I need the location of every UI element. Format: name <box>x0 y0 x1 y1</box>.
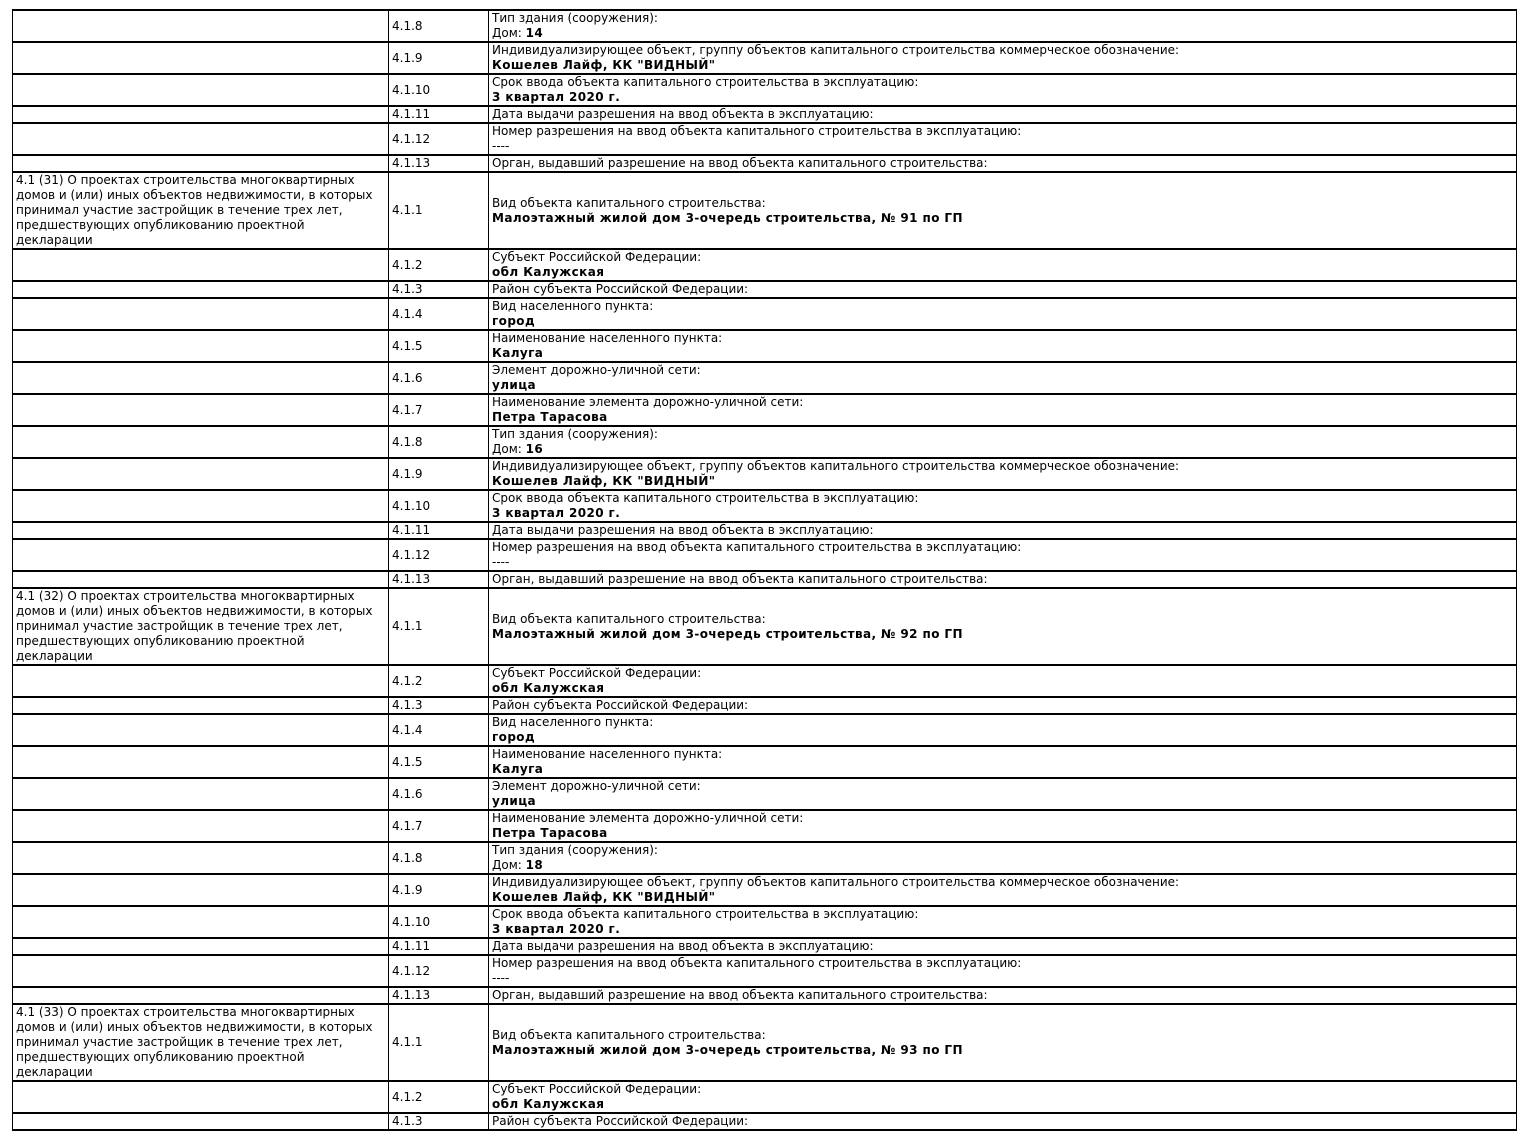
row-number-cell: 4.1.13 <box>389 155 489 172</box>
row-number-cell: 4.1.10 <box>389 490 489 522</box>
table-row <box>13 522 1517 539</box>
section-cell <box>13 842 389 874</box>
table-row <box>13 330 1517 362</box>
field-value-line <box>492 442 1513 457</box>
field-label: Номер разрешения на ввод объекта капитального строительства в эксплуатацию: <box>492 124 1022 138</box>
table-row <box>13 1081 1517 1113</box>
field-label: Субъект Российской Федерации: <box>492 1082 702 1096</box>
row-number-cell: 4.1.13 <box>389 571 489 588</box>
field-label: Срок ввода объекта капитального строительства в эксплуатацию: <box>492 491 919 505</box>
section-cell <box>13 10 389 42</box>
field-label: Тип здания (сооружения): <box>492 843 658 857</box>
field-value-line <box>492 826 1513 841</box>
field-value: обл Калужская <box>492 1097 605 1111</box>
field-value-line <box>492 265 1513 280</box>
content-cell <box>489 74 1517 106</box>
content-cell <box>489 955 1517 987</box>
section-cell <box>13 394 389 426</box>
table-row <box>13 458 1517 490</box>
field-value: Петра Тарасова <box>492 826 608 840</box>
field-value-line <box>492 971 1513 986</box>
row-number-cell: 4.1.1 <box>389 172 489 249</box>
section-cell <box>13 746 389 778</box>
field-label: Дата выдачи разрешения на ввод объекта в эксплуатацию: <box>492 939 874 953</box>
content-cell <box>489 874 1517 906</box>
content-cell <box>489 714 1517 746</box>
field-value-line <box>492 1043 1513 1058</box>
section-cell <box>13 1081 389 1113</box>
row-number-cell: 4.1.7 <box>389 394 489 426</box>
field-label: Номер разрешения на ввод объекта капитального строительства в эксплуатацию: <box>492 956 1022 970</box>
content-cell <box>489 123 1517 155</box>
field-value-line <box>492 314 1513 329</box>
table-row <box>13 1113 1517 1130</box>
field-value: город <box>492 314 536 328</box>
table-row <box>13 778 1517 810</box>
field-value: Калуга <box>492 762 544 776</box>
content-cell <box>489 42 1517 74</box>
field-label: Орган, выдавший разрешение на ввод объекта капитального строительства: <box>492 988 988 1002</box>
field-value-prefix: Дом: <box>492 26 526 40</box>
content-cell <box>489 426 1517 458</box>
content-cell <box>489 987 1517 1004</box>
field-value-line <box>492 26 1513 41</box>
section-cell <box>13 987 389 1004</box>
field-value-line <box>492 890 1513 905</box>
field-value: 3 квартал 2020 г. <box>492 90 621 104</box>
content-cell <box>489 394 1517 426</box>
row-number-cell: 4.1.12 <box>389 123 489 155</box>
field-label: Элемент дорожно-уличной сети: <box>492 779 701 793</box>
field-label: Срок ввода объекта капитального строительства в эксплуатацию: <box>492 75 919 89</box>
field-label: Наименование элемента дорожно-уличной сети: <box>492 395 804 409</box>
row-number-cell: 4.1.4 <box>389 298 489 330</box>
field-value-line <box>492 730 1513 745</box>
field-value-line <box>492 58 1513 73</box>
field-label: Район субъекта Российской Федерации: <box>492 1114 749 1128</box>
field-value-line <box>492 627 1513 642</box>
field-label: Срок ввода объекта капитального строительства в эксплуатацию: <box>492 907 919 921</box>
field-label: Номер разрешения на ввод объекта капитального строительства в эксплуатацию: <box>492 540 1022 554</box>
table-row <box>13 874 1517 906</box>
row-number-cell: 4.1.3 <box>389 281 489 298</box>
field-value: Калуга <box>492 346 544 360</box>
field-label: Орган, выдавший разрешение на ввод объекта капитального строительства: <box>492 156 988 170</box>
content-cell <box>489 362 1517 394</box>
table-row <box>13 906 1517 938</box>
table-row <box>13 842 1517 874</box>
declaration-table <box>12 9 1517 1131</box>
field-value-line <box>492 410 1513 425</box>
row-number-cell: 4.1.9 <box>389 458 489 490</box>
content-cell <box>489 1004 1517 1081</box>
field-label: Тип здания (сооружения): <box>492 11 658 25</box>
section-cell <box>13 1113 389 1130</box>
section-cell: 4.1 (33) О проектах строительства многоквартирных домов и (или) иных объектов недвижимости, в которых принимал участие застройщик в течение трех лет, предшествующих опубликованию проектной декларации <box>13 1004 389 1081</box>
content-cell <box>489 842 1517 874</box>
content-cell <box>489 571 1517 588</box>
section-cell <box>13 155 389 172</box>
content-cell <box>489 458 1517 490</box>
field-value-line <box>492 474 1513 489</box>
section-cell <box>13 298 389 330</box>
table-row <box>13 955 1517 987</box>
field-value: 14 <box>525 26 544 40</box>
table-body <box>13 10 1517 1130</box>
row-number-cell: 4.1.2 <box>389 1081 489 1113</box>
row-number-cell: 4.1.4 <box>389 714 489 746</box>
content-cell <box>489 155 1517 172</box>
content-cell <box>489 588 1517 665</box>
field-value-line <box>492 506 1513 521</box>
section-cell <box>13 665 389 697</box>
field-label: Элемент дорожно-уличной сети: <box>492 363 701 377</box>
field-value-prefix: ---- <box>492 139 510 153</box>
field-value-line <box>492 90 1513 105</box>
content-cell <box>489 746 1517 778</box>
field-label: Наименование населенного пункта: <box>492 331 723 345</box>
content-cell <box>489 697 1517 714</box>
field-label: Тип здания (сооружения): <box>492 427 658 441</box>
content-cell <box>489 490 1517 522</box>
table-row <box>13 539 1517 571</box>
field-value: улица <box>492 794 537 808</box>
field-value: 3 квартал 2020 г. <box>492 506 621 520</box>
row-number-cell: 4.1.12 <box>389 955 489 987</box>
table-row <box>13 123 1517 155</box>
table-row <box>13 987 1517 1004</box>
table-row <box>13 426 1517 458</box>
section-cell <box>13 938 389 955</box>
content-cell <box>489 1081 1517 1113</box>
table-row <box>13 697 1517 714</box>
field-value: обл Калужская <box>492 265 605 279</box>
section-cell <box>13 522 389 539</box>
field-value-line <box>492 762 1513 777</box>
content-cell <box>489 281 1517 298</box>
section-cell <box>13 362 389 394</box>
section-cell <box>13 74 389 106</box>
field-value-line <box>492 858 1513 873</box>
field-value-line <box>492 139 1513 154</box>
content-cell <box>489 1113 1517 1130</box>
content-cell <box>489 106 1517 123</box>
field-value: Петра Тарасова <box>492 410 608 424</box>
section-cell <box>13 539 389 571</box>
field-label: Район субъекта Российской Федерации: <box>492 698 749 712</box>
table-row <box>13 1004 1517 1081</box>
table-row <box>13 571 1517 588</box>
field-label: Субъект Российской Федерации: <box>492 250 702 264</box>
section-cell <box>13 42 389 74</box>
field-value: Малоэтажный жилой дом 3-очередь строительства, № 93 по ГП <box>492 1042 963 1057</box>
field-label: Индивидуализирующее объект, группу объектов капитального строительства коммерческое обозначение: <box>492 43 1180 57</box>
field-value-prefix: Дом: <box>492 858 526 872</box>
content-cell <box>489 172 1517 249</box>
section-cell: 4.1 (32) О проектах строительства многоквартирных домов и (или) иных объектов недвижимости, в которых принимал участие застройщик в течение трех лет, предшествующих опубликованию проектной декларации <box>13 588 389 665</box>
table-row <box>13 42 1517 74</box>
table-row <box>13 106 1517 123</box>
field-label: Район субъекта Российской Федерации: <box>492 282 749 296</box>
section-cell <box>13 906 389 938</box>
field-value-line <box>492 378 1513 393</box>
row-number-cell: 4.1.11 <box>389 522 489 539</box>
table-row <box>13 74 1517 106</box>
table-row <box>13 490 1517 522</box>
field-value: 3 квартал 2020 г. <box>492 922 621 936</box>
field-label: Индивидуализирующее объект, группу объектов капитального строительства коммерческое обозначение: <box>492 875 1180 889</box>
section-cell <box>13 697 389 714</box>
field-value: Кошелев Лайф, КК "ВИДНЫЙ" <box>492 890 716 904</box>
section-cell <box>13 249 389 281</box>
row-number-cell: 4.1.1 <box>389 1004 489 1081</box>
field-value: обл Калужская <box>492 681 605 695</box>
table-row <box>13 172 1517 249</box>
section-cell <box>13 955 389 987</box>
field-value-line <box>492 922 1513 937</box>
row-number-cell: 4.1.10 <box>389 74 489 106</box>
field-value: город <box>492 730 536 744</box>
field-value-line <box>492 211 1513 226</box>
table-row <box>13 938 1517 955</box>
field-label: Субъект Российской Федерации: <box>492 666 702 680</box>
field-label: Вид населенного пункта: <box>492 299 654 313</box>
content-cell <box>489 539 1517 571</box>
section-cell <box>13 714 389 746</box>
field-value-prefix: ---- <box>492 971 510 985</box>
section-cell <box>13 281 389 298</box>
field-value-line <box>492 794 1513 809</box>
row-number-cell: 4.1.3 <box>389 697 489 714</box>
field-value-prefix: ---- <box>492 555 510 569</box>
field-value-line <box>492 346 1513 361</box>
table-row <box>13 810 1517 842</box>
section-cell <box>13 571 389 588</box>
content-cell <box>489 938 1517 955</box>
content-cell <box>489 810 1517 842</box>
table-row <box>13 10 1517 42</box>
content-cell <box>489 330 1517 362</box>
table-row <box>13 249 1517 281</box>
content-cell <box>489 778 1517 810</box>
row-number-cell: 4.1.6 <box>389 778 489 810</box>
section-cell <box>13 330 389 362</box>
section-cell <box>13 874 389 906</box>
table-row <box>13 714 1517 746</box>
field-label: Орган, выдавший разрешение на ввод объекта капитального строительства: <box>492 572 988 586</box>
field-label: Вид объекта капитального строительства: <box>492 195 766 210</box>
content-cell <box>489 298 1517 330</box>
section-cell <box>13 778 389 810</box>
row-number-cell: 4.1.9 <box>389 874 489 906</box>
table-row <box>13 155 1517 172</box>
section-cell <box>13 458 389 490</box>
row-number-cell: 4.1.11 <box>389 106 489 123</box>
field-label: Индивидуализирующее объект, группу объектов капитального строительства коммерческое обозначение: <box>492 459 1180 473</box>
row-number-cell: 4.1.8 <box>389 842 489 874</box>
row-number-cell: 4.1.13 <box>389 987 489 1004</box>
row-number-cell: 4.1.11 <box>389 938 489 955</box>
section-cell <box>13 426 389 458</box>
field-value: Малоэтажный жилой дом 3-очередь строительства, № 92 по ГП <box>492 626 963 641</box>
row-number-cell: 4.1.7 <box>389 810 489 842</box>
section-cell <box>13 106 389 123</box>
table-row <box>13 746 1517 778</box>
row-number-cell: 4.1.5 <box>389 746 489 778</box>
row-number-cell: 4.1.3 <box>389 1113 489 1130</box>
field-value-line <box>492 681 1513 696</box>
table-row <box>13 588 1517 665</box>
row-number-cell: 4.1.12 <box>389 539 489 571</box>
content-cell <box>489 906 1517 938</box>
field-value: Малоэтажный жилой дом 3-очередь строительства, № 91 по ГП <box>492 210 963 225</box>
field-label: Вид объекта капитального строительства: <box>492 1027 766 1042</box>
row-number-cell: 4.1.8 <box>389 10 489 42</box>
content-cell <box>489 665 1517 697</box>
table-row <box>13 362 1517 394</box>
section-cell <box>13 810 389 842</box>
table-row <box>13 665 1517 697</box>
field-label: Дата выдачи разрешения на ввод объекта в эксплуатацию: <box>492 107 874 121</box>
row-number-cell: 4.1.9 <box>389 42 489 74</box>
row-number-cell: 4.1.10 <box>389 906 489 938</box>
field-value: 18 <box>525 858 544 872</box>
table-row <box>13 394 1517 426</box>
field-value-line <box>492 1097 1513 1112</box>
field-label: Дата выдачи разрешения на ввод объекта в эксплуатацию: <box>492 523 874 537</box>
table-row <box>13 298 1517 330</box>
field-label: Вид объекта капитального строительства: <box>492 611 766 626</box>
content-cell <box>489 249 1517 281</box>
row-number-cell: 4.1.2 <box>389 665 489 697</box>
row-number-cell: 4.1.1 <box>389 588 489 665</box>
field-value: 16 <box>525 442 544 456</box>
field-value-prefix: Дом: <box>492 442 526 456</box>
field-label: Наименование населенного пункта: <box>492 747 723 761</box>
row-number-cell: 4.1.2 <box>389 249 489 281</box>
table-row <box>13 281 1517 298</box>
field-value: Кошелев Лайф, КК "ВИДНЫЙ" <box>492 58 716 72</box>
field-label: Вид населенного пункта: <box>492 715 654 729</box>
field-value-line <box>492 555 1513 570</box>
section-cell <box>13 123 389 155</box>
row-number-cell: 4.1.8 <box>389 426 489 458</box>
row-number-cell: 4.1.6 <box>389 362 489 394</box>
section-cell <box>13 490 389 522</box>
field-value: Кошелев Лайф, КК "ВИДНЫЙ" <box>492 474 716 488</box>
content-cell <box>489 522 1517 539</box>
field-label: Наименование элемента дорожно-уличной сети: <box>492 811 804 825</box>
field-value: улица <box>492 378 537 392</box>
row-number-cell: 4.1.5 <box>389 330 489 362</box>
content-cell <box>489 10 1517 42</box>
section-cell: 4.1 (31) О проектах строительства многоквартирных домов и (или) иных объектов недвижимости, в которых принимал участие застройщик в течение трех лет, предшествующих опубликованию проектной декларации <box>13 172 389 249</box>
